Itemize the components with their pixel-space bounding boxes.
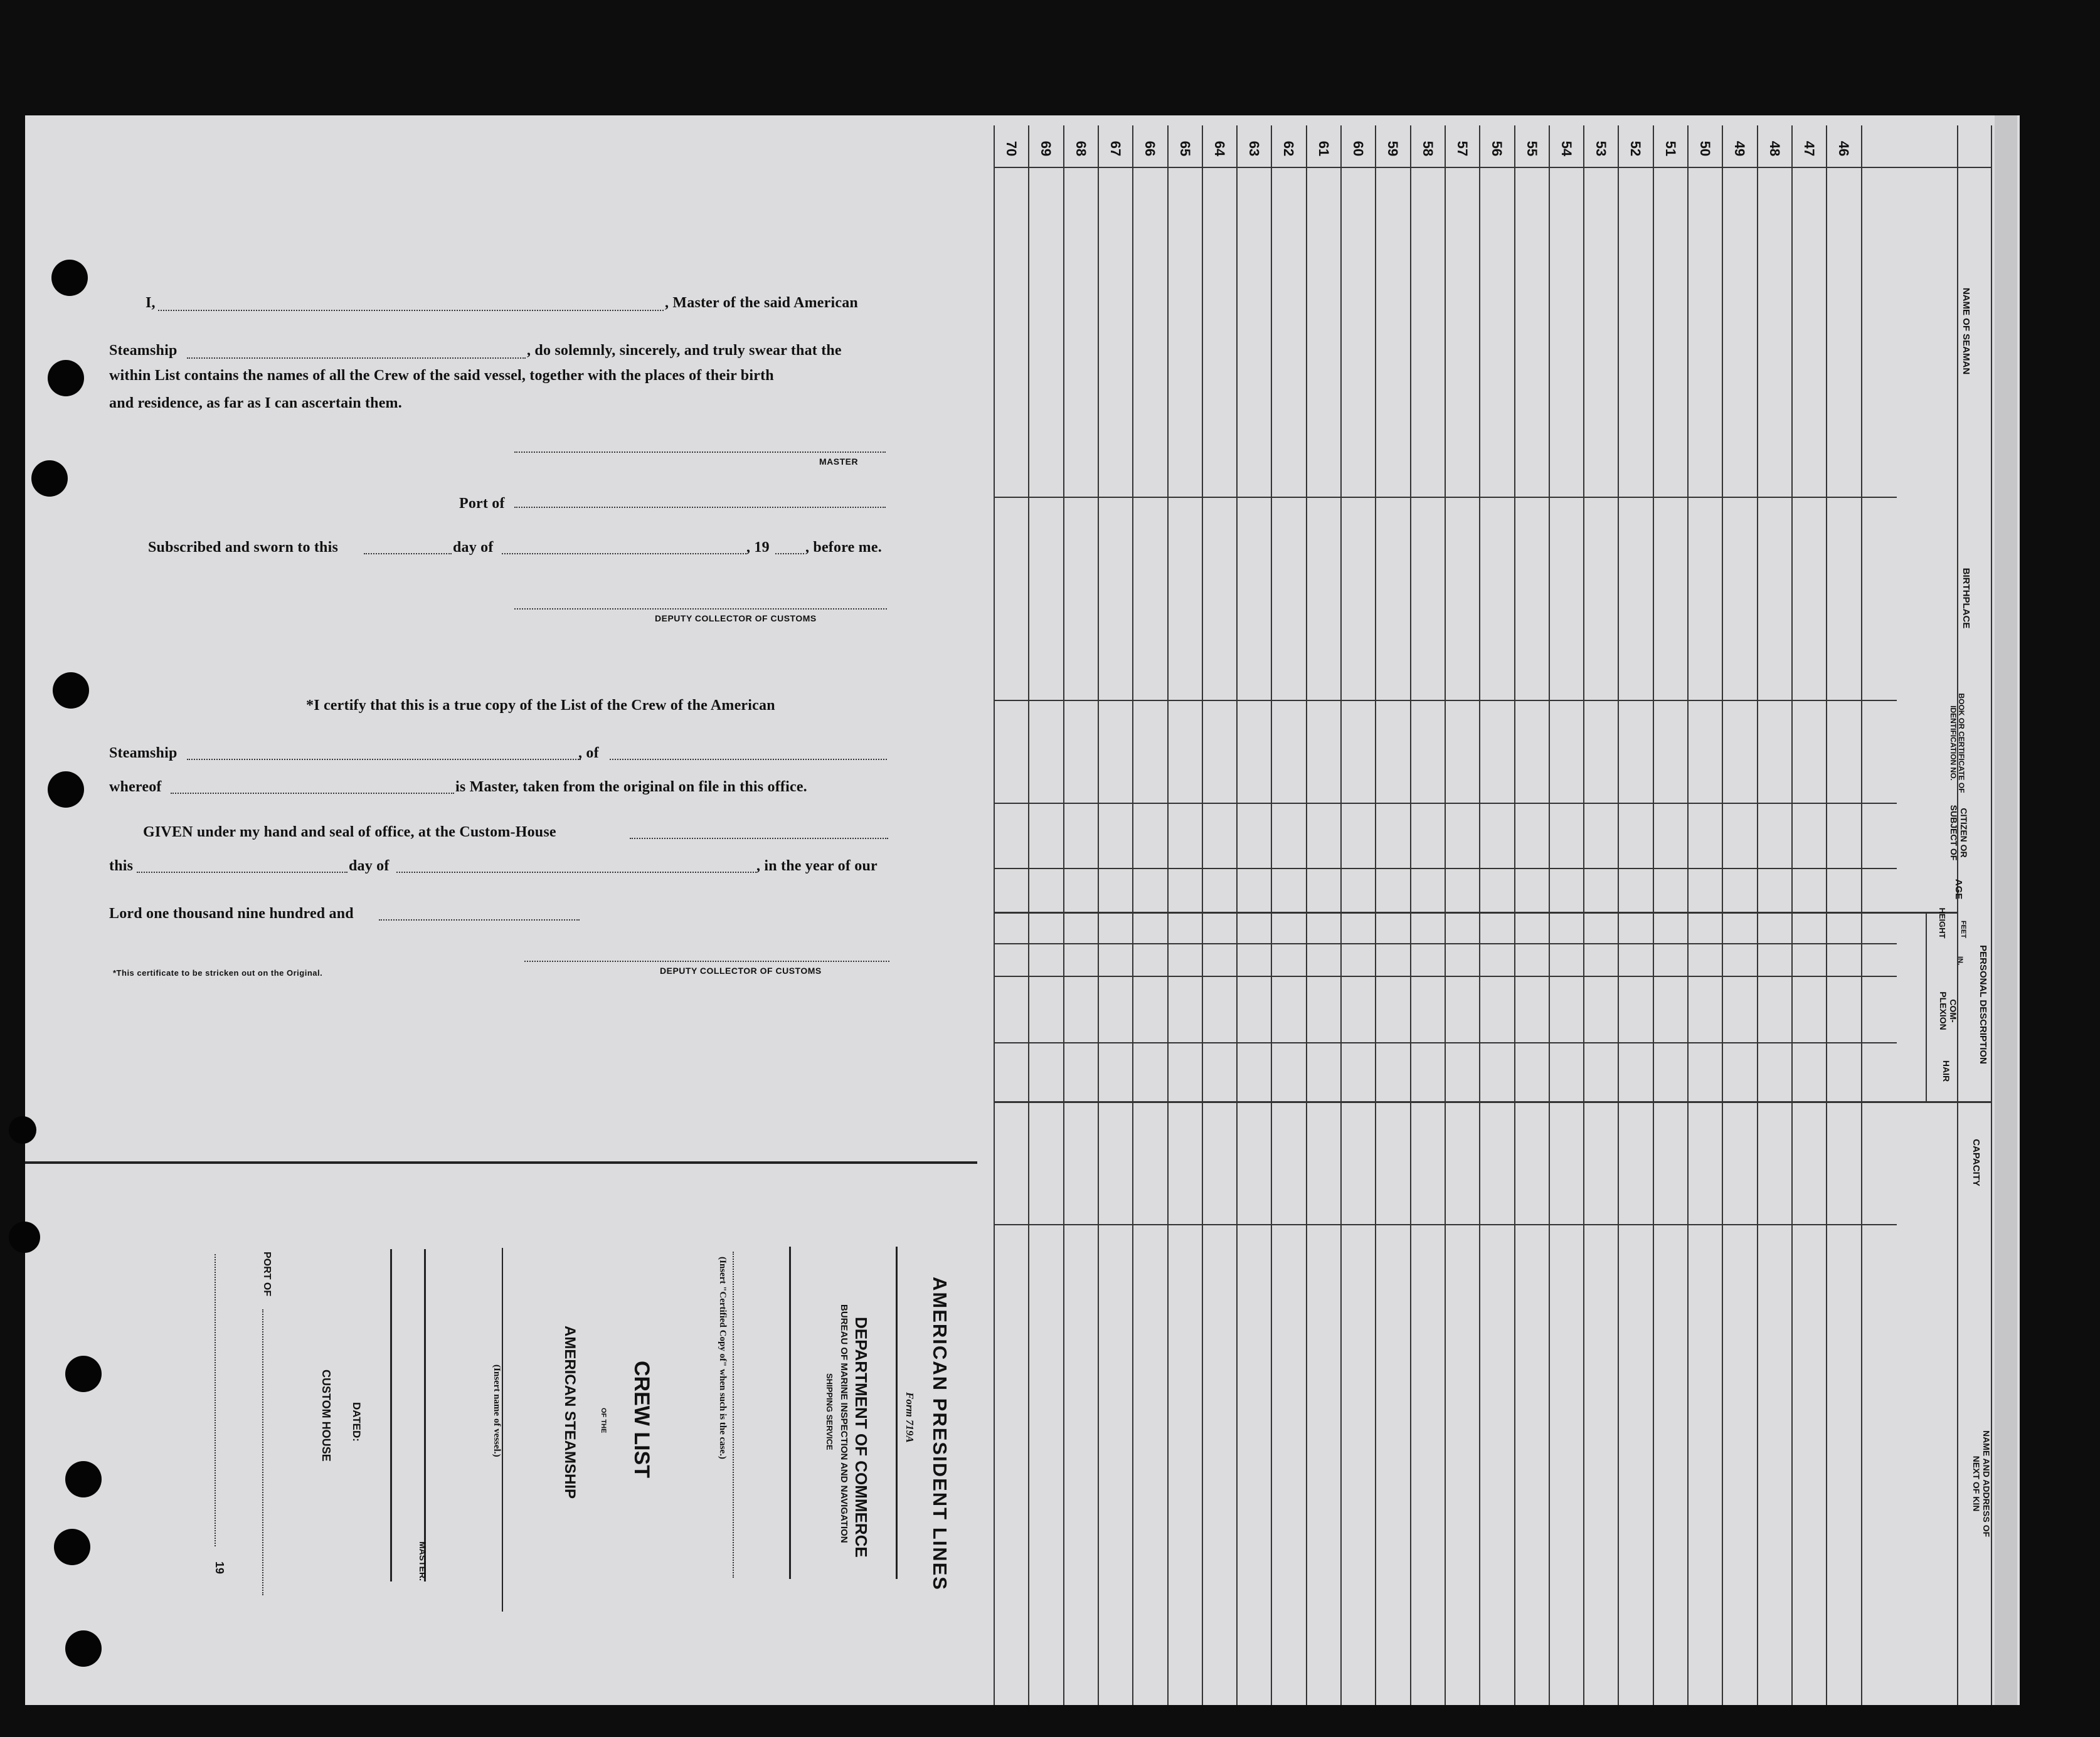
oath-line-4: and residence, as far as I can ascertain them.	[109, 395, 402, 411]
row-number: 62	[1281, 140, 1297, 157]
row-divider	[994, 912, 1957, 914]
header-personal-description: PERSONAL DESCRIPTION	[1978, 945, 1988, 1064]
row-divider	[994, 1101, 1991, 1103]
crew-table	[994, 125, 1995, 1705]
master-name-field[interactable]	[158, 310, 664, 311]
certified-copy-field[interactable]	[733, 1252, 734, 1578]
oath-line-2-prefix: Steamship	[109, 342, 178, 359]
row-number: 69	[1038, 140, 1054, 157]
header-complexion: COM- PLEXION	[1938, 991, 1958, 1030]
header-height: HEIGHT	[1938, 907, 1947, 939]
row-number: 47	[1801, 140, 1817, 157]
this-day-field[interactable]	[137, 872, 347, 873]
port-field[interactable]	[514, 507, 886, 508]
column-divider	[1445, 125, 1446, 1705]
column-divider	[1132, 125, 1133, 1705]
header-citizen: CITIZEN OR SUBJECT OF	[1949, 805, 1969, 861]
date-back-field[interactable]	[215, 1254, 216, 1546]
row-divider	[994, 700, 1897, 701]
column-divider	[1722, 125, 1723, 1705]
punch-hole	[48, 360, 84, 396]
header-inches: IN.	[1956, 956, 1964, 966]
column-divider	[1098, 125, 1099, 1705]
row-divider	[994, 1224, 1897, 1225]
header-name-of-seaman: NAME OF SEAMAN	[1961, 287, 1971, 375]
form-number: Form 719A	[904, 1392, 916, 1443]
certify-steamship-label: Steamship	[109, 745, 178, 761]
row-number: 66	[1142, 140, 1159, 157]
punch-hole	[51, 260, 88, 296]
this-day-label: day of	[349, 858, 390, 874]
lord-line: Lord one thousand nine hundred and	[109, 905, 354, 922]
row-number: 70	[1004, 140, 1019, 157]
deputy-signature-field-2[interactable]	[524, 961, 889, 962]
column-divider	[1236, 125, 1238, 1705]
column-divider	[1375, 125, 1376, 1705]
row-number: 59	[1385, 140, 1401, 157]
header-feet: FEET	[1959, 920, 1967, 939]
oath-line-1-suffix: , Master of the said American	[665, 295, 858, 311]
subscribed-year-field[interactable]	[775, 553, 804, 554]
row-number: 67	[1107, 140, 1123, 157]
column-divider	[1757, 125, 1758, 1705]
column-divider	[1861, 125, 1862, 1705]
column-divider	[1202, 125, 1203, 1705]
column-divider	[1549, 125, 1550, 1705]
subscribed-prefix: Subscribed and sworn to this	[148, 539, 339, 556]
dated-label: DATED:	[351, 1402, 363, 1442]
punch-hole	[48, 771, 84, 808]
certify-steamship-field[interactable]	[187, 759, 581, 760]
header-divider	[1957, 125, 1958, 1705]
row-number: 61	[1315, 140, 1332, 157]
row-number: 56	[1489, 140, 1505, 157]
subscribed-year-label: , 19	[746, 539, 770, 556]
column-divider	[1826, 125, 1827, 1705]
certify-line-1: *I certify that this is a true copy of the List of the Crew of the American	[306, 697, 775, 714]
punch-hole	[31, 460, 68, 497]
row-number: 51	[1662, 140, 1678, 157]
row-number: 68	[1073, 140, 1089, 157]
port-label: Port of	[459, 495, 505, 512]
row-divider	[994, 497, 1897, 498]
header-book-certificate: BOOK OR CERTIFICATE OF IDENTIFICATION NO.	[1949, 693, 1966, 793]
header-hair: HAIR	[1941, 1060, 1951, 1082]
header-next-of-kin: NAME AND ADDRESS OF NEXT OF KIN	[1971, 1430, 1991, 1538]
vertical-rule	[502, 1248, 503, 1612]
year-back-label: 19	[213, 1561, 226, 1575]
company-name: AMERICAN PRESIDENT LINES	[929, 1277, 951, 1591]
row-divider	[994, 943, 1897, 944]
american-steamship-label: AMERICAN STEAMSHIP	[561, 1326, 578, 1499]
header-divider	[1926, 912, 1927, 1101]
port-of-back-field[interactable]	[262, 1309, 263, 1595]
column-divider	[1271, 125, 1272, 1705]
service-name: SHIPPING SERVICE	[825, 1373, 834, 1450]
oath-line-2-suffix: , do solemnly, sincerely, and truly swear that the	[527, 342, 842, 359]
oath-line-3: within List contains the names of all the Crew of the said vessel, together with the places of their birth	[109, 367, 774, 384]
row-divider	[994, 1042, 1897, 1043]
whereof-suffix: is Master, taken from the original on file in this office.	[455, 779, 807, 795]
row-number: 46	[1836, 140, 1852, 157]
punch-hole	[65, 1630, 102, 1667]
lord-year-field[interactable]	[379, 919, 580, 921]
header-age: AGE	[1953, 879, 1964, 900]
row-number: 65	[1177, 140, 1193, 157]
deputy-signature-field-1[interactable]	[514, 608, 887, 610]
subscribed-month-field[interactable]	[502, 553, 746, 554]
row-divider	[994, 167, 1991, 168]
row-number: 52	[1628, 140, 1644, 157]
punch-hole	[65, 1461, 102, 1497]
vertical-rule	[896, 1247, 898, 1579]
punch-hole	[65, 1356, 102, 1392]
master-rule	[424, 1249, 426, 1581]
subscribed-day-field[interactable]	[364, 553, 452, 554]
column-divider	[1583, 125, 1584, 1705]
column-divider	[1618, 125, 1619, 1705]
column-divider	[1687, 125, 1689, 1705]
this-label: this	[109, 858, 134, 874]
row-number: 54	[1558, 140, 1574, 157]
fold-divider	[25, 1161, 977, 1164]
deputy-label-1: DEPUTY COLLECTOR OF CUSTOMS	[655, 613, 817, 623]
master-signature-field[interactable]	[514, 451, 886, 453]
deputy-label-2: DEPUTY COLLECTOR OF CUSTOMS	[660, 966, 822, 976]
column-divider	[994, 125, 995, 1705]
given-line: GIVEN under my hand and seal of office, at the Custom-House	[143, 824, 556, 840]
this-month-field[interactable]	[396, 872, 756, 873]
this-suffix: , in the year of our	[756, 858, 878, 874]
column-divider	[1340, 125, 1342, 1705]
row-divider	[994, 803, 1897, 804]
certify-of-label: , of	[578, 745, 599, 761]
column-divider	[1514, 125, 1515, 1705]
row-number: 55	[1524, 140, 1540, 157]
crew-list-title: CREW LIST	[630, 1361, 654, 1478]
subscribed-suffix: , before me.	[805, 539, 882, 556]
column-divider	[1791, 125, 1793, 1705]
row-number: 57	[1454, 140, 1470, 157]
row-divider	[994, 868, 1897, 869]
punch-hole	[54, 1529, 90, 1565]
master-rule	[390, 1249, 392, 1581]
bureau-name: BUREAU OF MARINE INSPECTION AND NAVIGATION	[839, 1304, 849, 1543]
column-divider	[1653, 125, 1654, 1705]
column-divider	[1479, 125, 1480, 1705]
insert-certified-note: (Insert "Certified Copy of" when such is the case.)	[718, 1257, 728, 1459]
row-number: 64	[1211, 140, 1228, 157]
sheet-edge	[1995, 115, 2017, 1705]
master-back-label: MASTER.	[418, 1541, 428, 1581]
header-capacity: CAPACITY	[1971, 1139, 1981, 1186]
punch-hole	[9, 1222, 40, 1253]
column-divider	[1167, 125, 1169, 1705]
custom-house-field[interactable]	[630, 838, 888, 839]
column-divider	[1306, 125, 1307, 1705]
of-the-label: OF THE	[600, 1408, 607, 1433]
oath-line-1	[146, 295, 156, 312]
row-number: 49	[1732, 140, 1748, 157]
row-divider	[994, 976, 1897, 977]
department-name: DEPARTMENT OF COMMERCE	[852, 1317, 871, 1558]
header-birthplace: BIRTHPLACE	[1961, 568, 1971, 629]
row-number: 60	[1350, 140, 1366, 157]
punch-hole	[53, 672, 89, 709]
subscribed-day-label: day of	[453, 539, 494, 556]
certificate-footnote: *This certificate to be stricken out on the Original.	[113, 968, 323, 978]
whereof-field[interactable]	[171, 793, 454, 794]
column-divider	[1410, 125, 1411, 1705]
steamship-name-field[interactable]	[187, 357, 526, 359]
column-divider	[1028, 125, 1029, 1705]
row-number: 48	[1766, 140, 1783, 157]
port-of-back-label: PORT OF	[262, 1252, 272, 1297]
whereof-label: whereof	[109, 779, 162, 795]
row-number: 63	[1246, 140, 1263, 157]
master-label: MASTER	[819, 457, 859, 467]
column-divider	[1063, 125, 1064, 1705]
insert-vessel-note: (Insert name of vessel.)	[492, 1365, 502, 1457]
oath-line-1-prefix: I,	[146, 295, 156, 311]
custom-house-label: CUSTOM HOUSE	[320, 1370, 332, 1462]
punch-hole	[9, 1116, 36, 1144]
vertical-rule	[789, 1247, 791, 1579]
row-number: 53	[1593, 140, 1609, 157]
certify-of-field[interactable]	[610, 759, 887, 760]
row-number: 58	[1419, 140, 1436, 157]
row-number: 50	[1697, 140, 1713, 157]
